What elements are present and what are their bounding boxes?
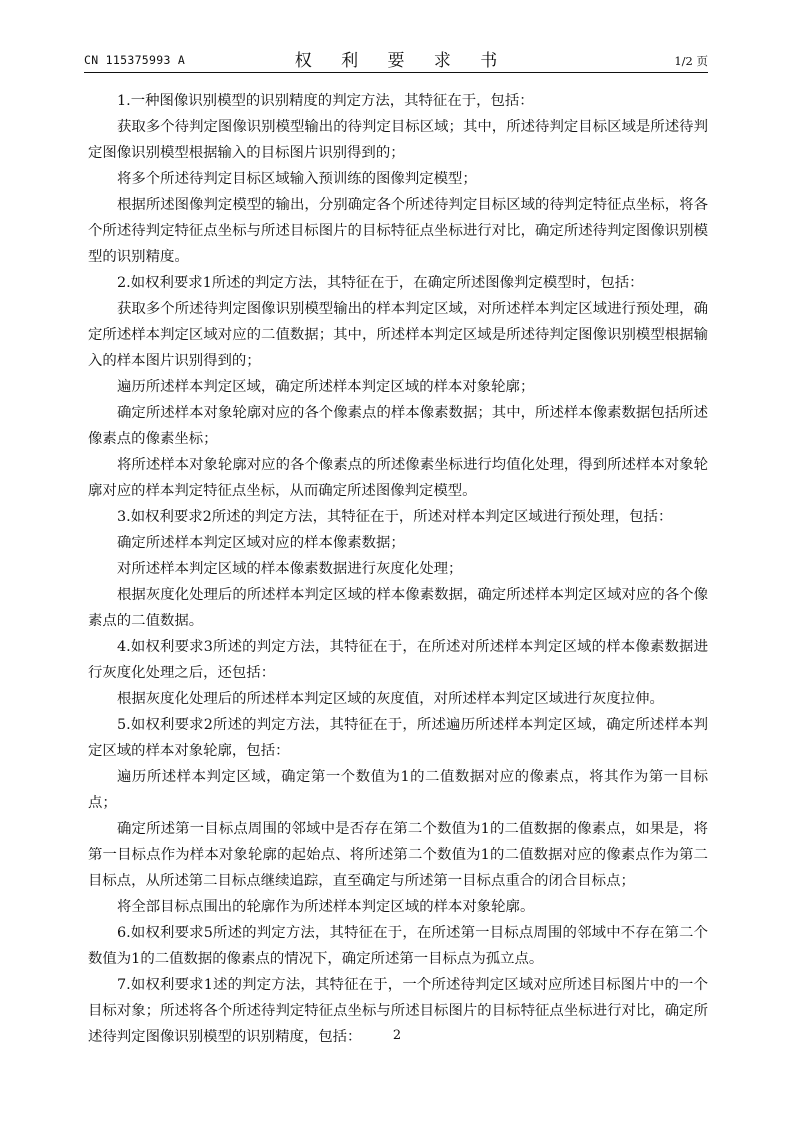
claim-paragraph: 根据灰度化处理后的所述样本判定区域的灰度值，对所述样本判定区域进行灰度拉伸。 bbox=[117, 691, 664, 707]
claim-paragraph: 确定所述第一目标点周围的邻域中是否存在第二个数值为1的二值数据的像素点，如果是，将第一目标点作为样本对象轮廓的起始点、将所述第二个数值为1的二值数据对应的像素点作为第二目标点，从所述第二目标点继续追踪，直至确定与所述第一目标点重合的闭合目标点； bbox=[88, 821, 708, 889]
claim-paragraph: 确定所述样本判定区域对应的样本像素数据； bbox=[117, 535, 405, 551]
claim-1-heading: 1.一种图像识别模型的识别精度的判定方法，其特征在于，包括： bbox=[117, 93, 534, 109]
page-header bbox=[84, 44, 708, 74]
claim-paragraph: 对所述样本判定区域的样本像素数据进行灰度化处理； bbox=[117, 561, 463, 577]
claim-paragraph: 遍历所述样本判定区域，确定第一个数值为1的二值数据对应的像素点，将其作为第一目标点； bbox=[88, 769, 708, 811]
claim-3-heading: 3.如权利要求2所述的判定方法，其特征在于，所述对样本判定区域进行预处理，包括： bbox=[117, 509, 673, 525]
claim-2-heading: 2.如权利要求1所述的判定方法，其特征在于，在确定所述图像判定模型时，包括： bbox=[117, 275, 644, 291]
claim-paragraph: 获取多个待判定图像识别模型输出的待判定目标区域；其中，所述待判定目标区域是所述待判定图像识别模型根据输入的目标图片识别得到的； bbox=[88, 119, 708, 161]
claim-paragraph: 根据灰度化处理后的所述样本判定区域的样本像素数据，确定所述样本判定区域对应的各个像素点的二值数据。 bbox=[88, 587, 708, 629]
page-indicator: 1/2 页 bbox=[674, 54, 708, 68]
claim-7-heading: 7.如权利要求1述的判定方法，其特征在于，一个所述待判定区域对应所述目标图片中的一个目标对象；所述将各个所述待判定特征点坐标与所述目标图片的目标特征点坐标进行对比，确定所述待判定图像识别模型的识别精度，包括： bbox=[88, 977, 708, 1045]
claim-5-heading: 5.如权利要求2所述的判定方法，其特征在于，所述遍历所述样本判定区域，确定所述样本判定区域的样本对象轮廓，包括： bbox=[88, 717, 708, 759]
claim-paragraph: 确定所述样本对象轮廓对应的各个像素点的样本像素数据；其中，所述样本像素数据包括所述像素点的像素坐标； bbox=[88, 405, 708, 447]
claim-6-heading: 6.如权利要求5所述的判定方法，其特征在于，在所述第一目标点周围的邻域中不存在第二个数值为1的二值数据的像素点的情况下，确定所述第一目标点为孤立点。 bbox=[88, 925, 708, 967]
claim-4-heading: 4.如权利要求3所述的判定方法，其特征在于，在所述对所述样本判定区域的样本像素数据进行灰度化处理之后，还包括： bbox=[88, 639, 708, 681]
claim-paragraph: 将全部目标点围出的轮廓作为所述样本判定区域的样本对象轮廓。 bbox=[117, 899, 535, 915]
claim-paragraph: 将多个所述待判定目标区域输入预训练的图像判定模型； bbox=[117, 171, 477, 187]
header-rule bbox=[84, 72, 708, 73]
document-title: 权 利 要 求 书 bbox=[294, 51, 510, 71]
claim-paragraph: 获取多个所述待判定图像识别模型输出的样本判定区域，对所述样本判定区域进行预处理，确定所述样本判定区域对应的二值数据；其中，所述样本判定区域是所述待判定图像识别模型根据输入的样本图片识别得到的； bbox=[88, 301, 708, 369]
claim-paragraph: 根据所述图像判定模型的输出，分别确定各个所述待判定目标区域的待判定特征点坐标，将各个所述待判定特征点坐标与所述目标图片的目标特征点坐标进行对比，确定所述待判定图像识别模型的识别精度。 bbox=[88, 197, 708, 265]
claim-paragraph: 遍历所述样本判定区域，确定所述样本判定区域的样本对象轮廓； bbox=[117, 379, 535, 395]
publication-number: CN 115375993 A bbox=[84, 53, 186, 67]
claim-paragraph: 将所述样本对象轮廓对应的各个像素点的所述像素坐标进行均值化处理，得到所述样本对象轮廓对应的样本判定特征点坐标，从而确定所述图像判定模型。 bbox=[88, 457, 708, 499]
claims-body bbox=[88, 88, 708, 1050]
page-number: 2 bbox=[392, 1028, 402, 1043]
